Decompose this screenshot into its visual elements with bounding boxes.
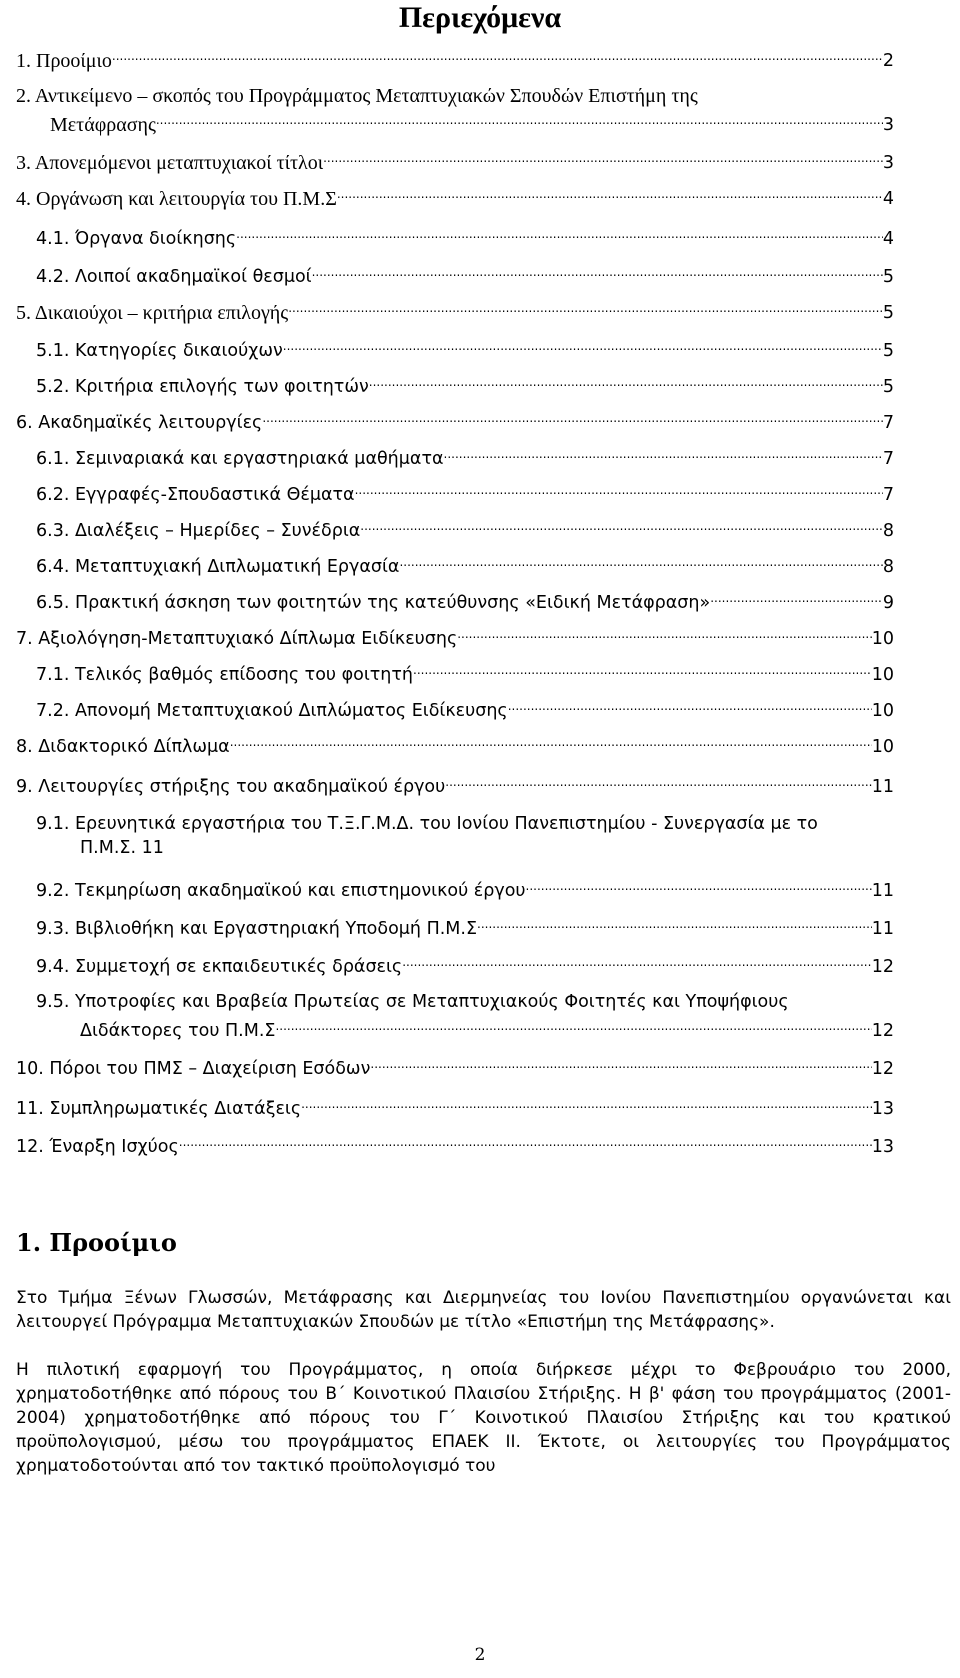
toc-page-number: 12 [871,1021,894,1041]
toc-entry-label: 9.3. Βιβλιοθήκη και Εργαστηριακή Υποδομή Π.Μ.Σ [36,919,478,939]
toc-entry-label: 6. Ακαδημαϊκές λειτουργίες [16,413,263,433]
toc-page-number: 3 [882,115,894,135]
toc-entry[interactable] [36,950,894,979]
toc-entry-label-line2: Διδάκτορες του Π.Μ.Σ [80,1021,276,1041]
toc-entry[interactable] [36,874,894,903]
toc-page-number: 11 [871,919,894,939]
leader-dots [370,1052,871,1076]
toc-page-number: 7 [882,413,894,433]
toc-entry-label: 4. Οργάνωση και λειτουργία του Π.Μ.Σ [16,188,337,210]
toc-page-number: 10 [871,629,894,649]
toc-entry[interactable] [16,770,894,799]
toc-entry-label: 12. Έναρξη Ισχύος [16,1137,179,1157]
leader-dots [112,44,883,68]
toc-entry[interactable] [36,442,894,471]
toc-page-number: 12 [871,1059,894,1079]
toc-entry[interactable] [16,182,894,211]
toc-entry-label: 6.2. Εγγραφές-Σπουδαστικά Θέματα [36,485,355,505]
leader-dots [402,950,872,974]
toc-page-number: 8 [882,557,894,577]
toc-entry[interactable] [36,694,894,723]
leader-dots [156,108,883,132]
toc-page-number: 12 [871,957,894,977]
toc-entry-label-line1[interactable]: 9.5. Υποτροφίες και Βραβεία Πρωτείας σε Μεταπτυχιακούς Φοιτητές και Υποψήφιους [36,992,789,1012]
toc-entry[interactable] [16,296,894,325]
leader-dots [355,478,883,502]
toc-page-number: 11 [871,777,894,797]
section-heading: 1. Προοίμιο [16,1228,177,1257]
toc-entry-label-line2[interactable]: Π.Μ.Σ. 11 [80,838,164,858]
toc-entry-label: 6.4. Μεταπτυχιακή Διπλωματική Εργασία [36,557,400,577]
toc-entry-label: 5.1. Κατηγορίες δικαιούχων [36,341,283,361]
leader-dots [457,622,871,646]
leader-dots [283,334,883,358]
leader-dots [312,260,883,284]
toc-page-number: 9 [882,593,894,613]
toc-page-number: 13 [871,1099,894,1119]
toc-entry[interactable] [16,622,894,651]
toc-entry-label: 7.1. Τελικός βαθμός επίδοσης του φοιτητή [36,665,414,685]
leader-dots [236,222,883,246]
leader-dots [179,1130,872,1154]
leader-dots [445,770,871,794]
toc-entry-label: 5.2. Κριτήρια επιλογής των φοιτητών [36,377,369,397]
toc-entry[interactable] [16,730,894,759]
toc-entry[interactable] [36,334,894,363]
toc-page-number: 8 [882,521,894,541]
toc-entry[interactable] [36,586,894,615]
toc-page-number: 5 [882,377,894,397]
toc-entry-label: 10. Πόροι του ΠΜΣ – Διαχείριση Εσόδων [16,1059,371,1079]
toc-entry[interactable] [36,550,894,579]
toc-entry-label-line1[interactable]: 9.1. Ερευνητικά εργαστήρια του Τ.Ξ.Γ.Μ.Δ. του Ιονίου Πανεπιστημίου - Συνεργασία με το [36,814,818,834]
leader-dots [323,146,883,170]
toc-entry[interactable] [36,514,894,543]
toc-page-number: 10 [871,701,894,721]
page-number: 2 [474,1645,486,1665]
toc-entry[interactable] [36,370,894,399]
leader-dots [360,514,883,538]
toc-entry[interactable] [16,1130,894,1159]
toc-entry-label: 8. Διδακτορικό Δίπλωμα [16,737,230,757]
leader-dots [444,442,883,466]
toc-entry[interactable] [16,1052,894,1081]
toc-entry[interactable] [36,658,894,687]
leader-dots [275,1014,871,1038]
toc-entry-label: 6.5. Πρακτική άσκηση των φοιτητών της κατεύθυνσης «Ειδική Μετάφραση» [36,593,711,613]
toc-entry[interactable] [50,108,894,137]
leader-dots [230,730,872,754]
toc-page-number: 4 [882,189,894,209]
toc-page-number: 5 [882,303,894,323]
toc-entry-label: 7. Αξιολόγηση-Μεταπτυχιακό Δίπλωμα Ειδίκευσης [16,629,458,649]
leader-dots [413,658,872,682]
toc-entry-label: 9.2. Τεκμηρίωση ακαδημαϊκού και επιστημονικού έργου [36,881,526,901]
toc-page-number: 13 [871,1137,894,1157]
toc-entry-label: 4.1. Όργανα διοίκησης [36,229,237,249]
toc-entry-label: 4.2. Λοιποί ακαδημαϊκοί θεσμοί [36,267,312,287]
leader-dots [477,912,872,936]
toc-page-number: 4 [882,229,894,249]
toc-entry[interactable] [16,44,894,73]
leader-dots [508,694,872,718]
toc-entry[interactable] [36,260,894,289]
toc-entry[interactable] [16,1092,894,1121]
toc-entry-label: 11. Συμπληρωματικές Διατάξεις [16,1099,302,1119]
toc-entry-label: 7.2. Απονομή Μεταπτυχιακού Διπλώματος Ειδίκευσης [36,701,508,721]
toc-page-number: 11 [871,881,894,901]
leader-dots [369,370,883,394]
toc-page-number: 2 [882,51,894,71]
toc-entry[interactable] [36,912,894,941]
toc-entry[interactable] [16,146,894,175]
leader-dots [399,550,882,574]
toc-entry-label: 5. Δικαιούχοι – κριτήρια επιλογής [16,302,289,324]
toc-page-number: 10 [871,665,894,685]
toc-entry[interactable] [16,406,894,435]
toc-entry-label: 6.1. Σεμιναριακά και εργαστηριακά μαθήματα [36,449,444,469]
toc-entry[interactable] [36,478,894,507]
toc-page-number: 7 [882,485,894,505]
toc-entry-label: 6.3. Διαλέξεις – Ημερίδες – Συνέδρια [36,521,361,541]
toc-page-number: 7 [882,449,894,469]
body-paragraph: Στο Τμήμα Ξένων Γλωσσών, Μετάφρασης και Διερμηνείας του Ιονίου Πανεπιστημίου οργανώνεται και λειτουργεί Πρόγραμμα Μεταπτυχιακών Σπουδών με τίτλο «Επιστήμη της Μετάφρασης». [16,1288,951,1332]
toc-entry-label-line1[interactable]: 2. Αντικείμενο – σκοπός του Προγράμματος Μεταπτυχιακών Σπουδών Επιστήμη της [16,85,698,107]
toc-entry[interactable] [80,1014,894,1043]
leader-dots [710,586,883,610]
leader-dots [337,182,883,206]
toc-page-number: 5 [882,267,894,287]
leader-dots [526,874,872,898]
toc-entry-label: 9. Λειτουργίες στήριξης του ακαδημαϊκού έργου [16,777,446,797]
toc-title: Περιεχόμενα [398,1,562,34]
toc-entry-label: 3. Απονεμόμενοι μεταπτυχιακοί τίτλοι [16,152,324,174]
toc-entry[interactable] [36,222,894,251]
toc-page-number: 3 [882,153,894,173]
toc-entry-label-line2: Μετάφρασης [50,114,156,136]
body-paragraph: Η πιλοτική εφαρμογή του Προγράμματος, η οποία διήρκεσε μέχρι το Φεβρουάριο του 2000, χρηματοδοτήθηκε από πόρους του Β΄ Κοινοτικού Πλαισίου Στήριξης. Η β' φάση του προγράμματος (2001-2004) χρηματοδοτήθηκε από πόρους του Γ΄ Κοινοτικού Πλαισίου Στήριξης και του κρατικού προϋπολογισμού, μέσω του προγράμματος ΕΠΑΕΚ ΙΙ. Έκτοτε, οι λειτουργίες του Προγράμματος χρηματοδοτούνται από τον τακτικό προϋπολογισμό του [16,1360,951,1476]
toc-entry-label: 9.4. Συμμετοχή σε εκπαιδευτικές δράσεις [36,957,403,977]
leader-dots [301,1092,872,1116]
toc-page-number: 5 [882,341,894,361]
leader-dots [262,406,883,430]
toc-entry-label: 1. Προοίμιο [16,50,112,72]
toc-page-number: 10 [871,737,894,757]
leader-dots [288,296,883,320]
